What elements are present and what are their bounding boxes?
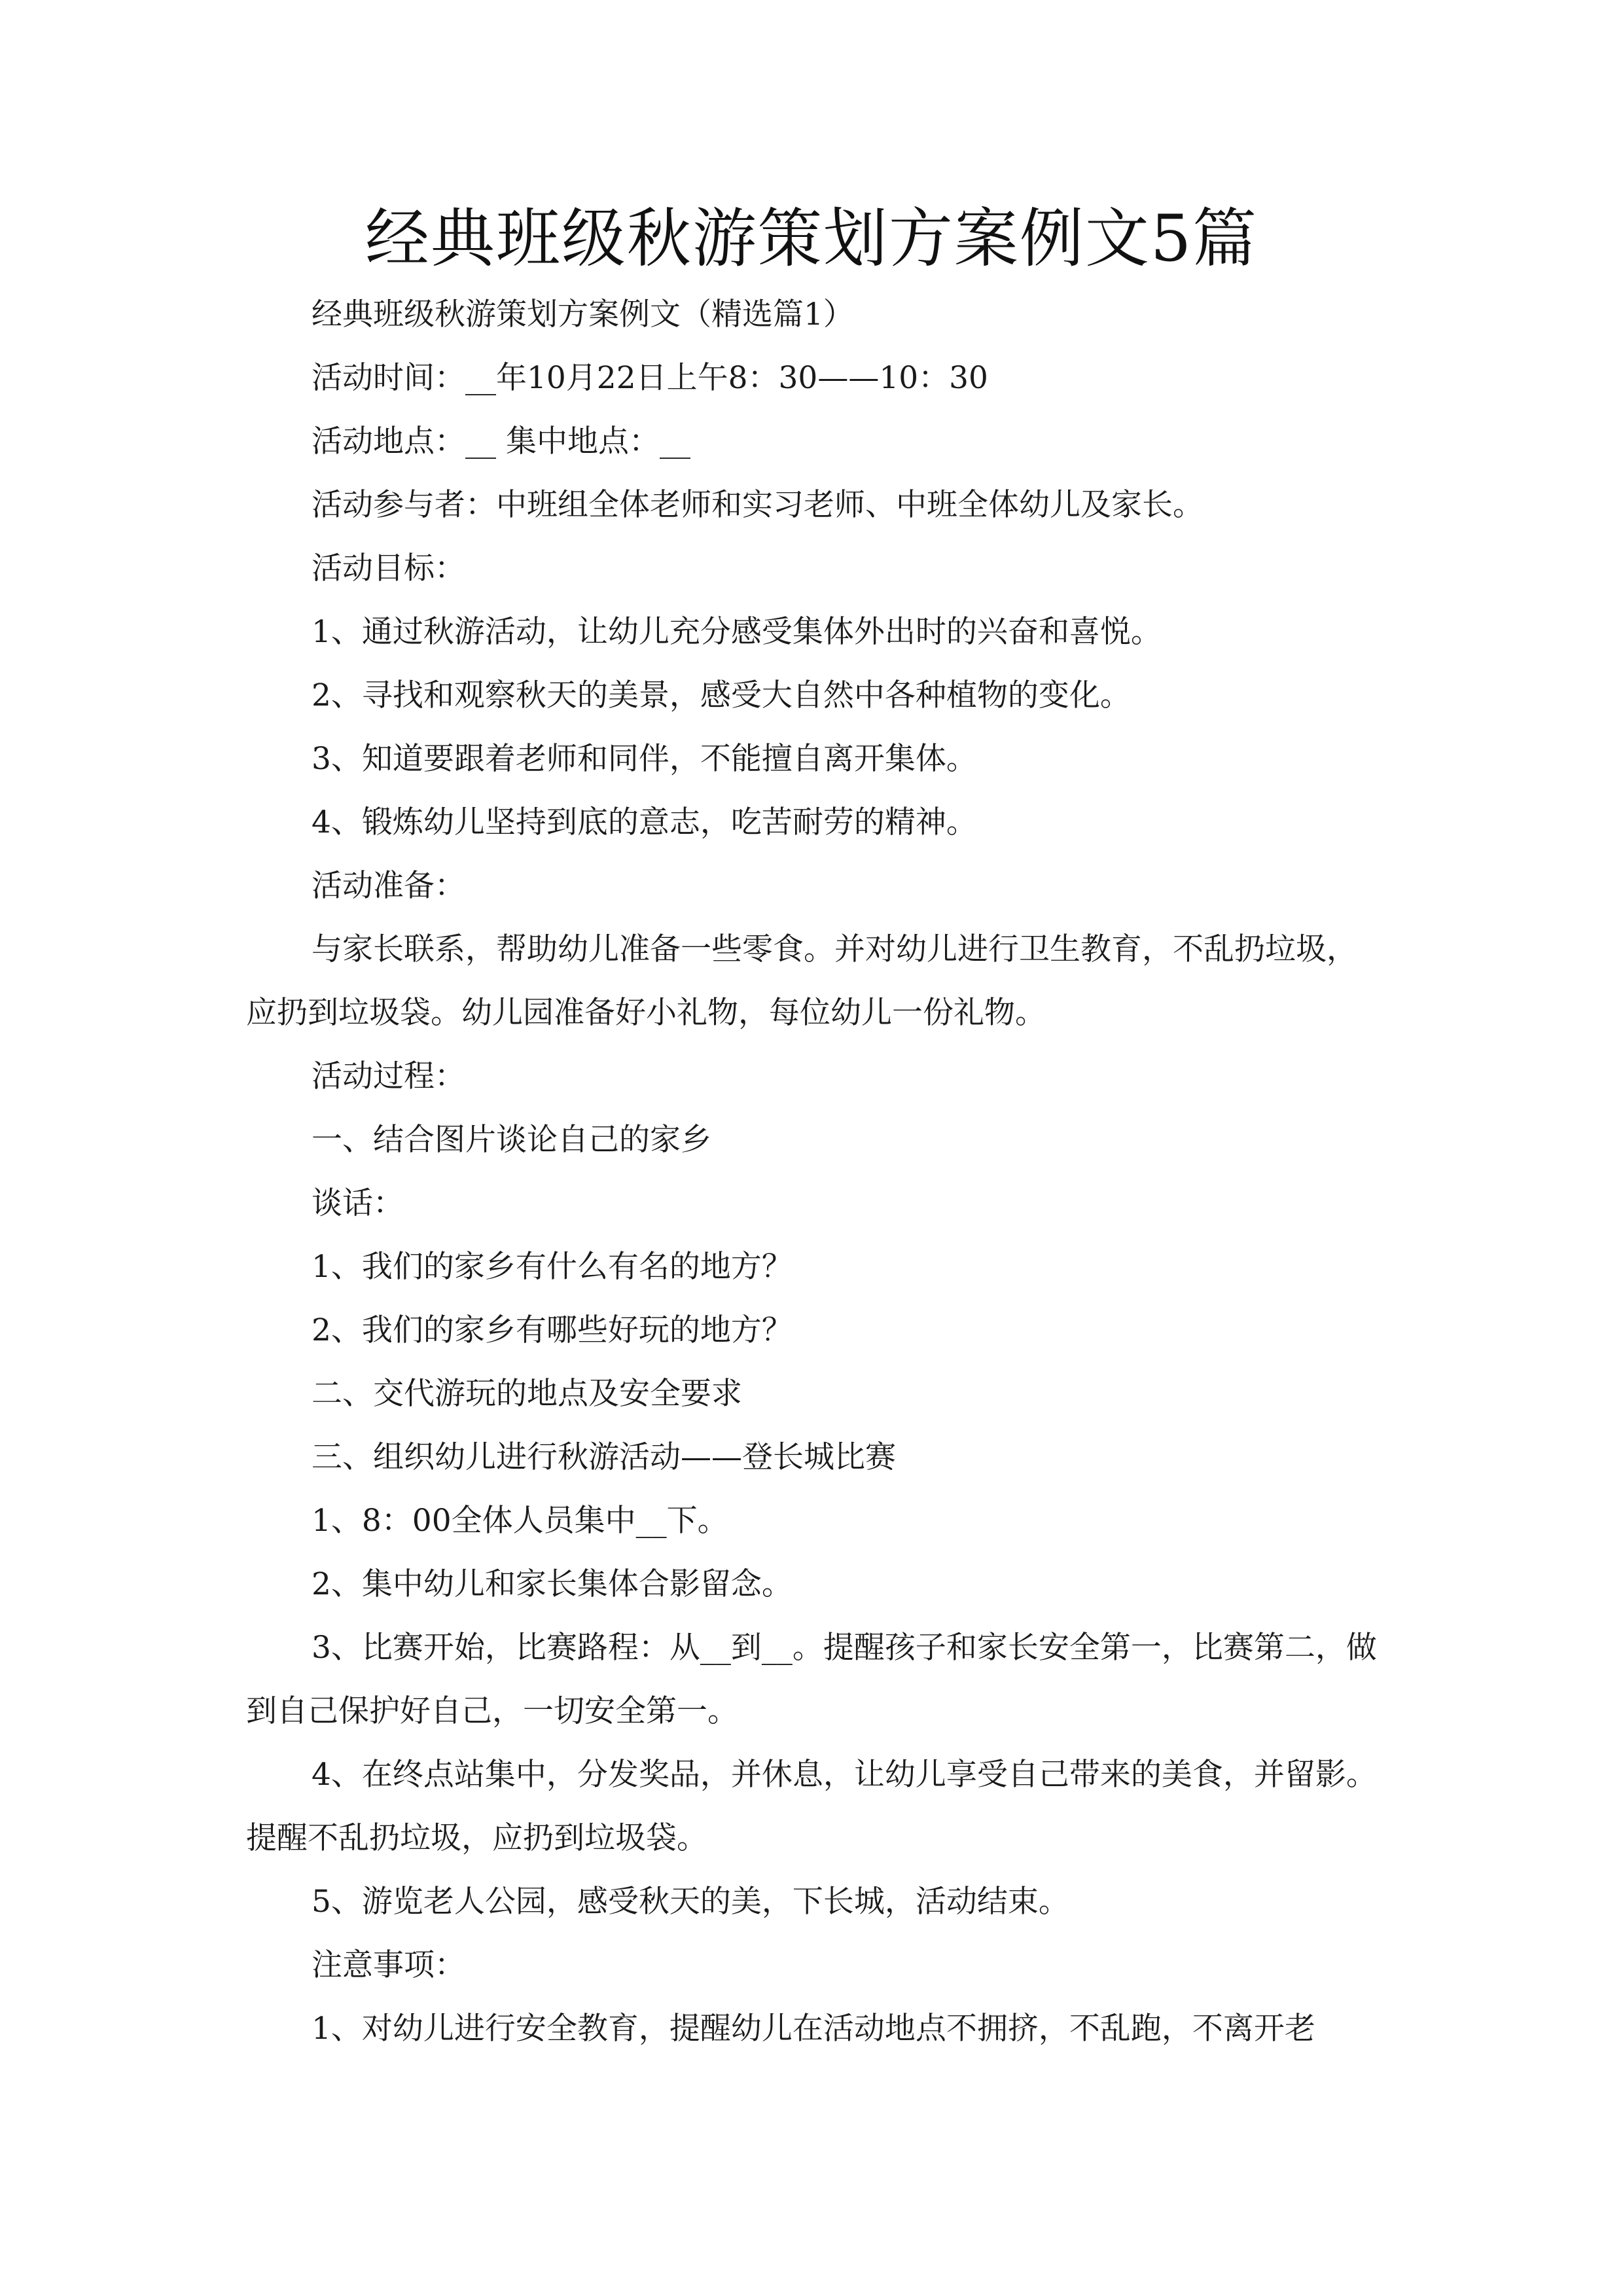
paragraph: 三、组织幼儿进行秋游活动——登长城比赛 — [312, 1439, 896, 1475]
document-title: 经典班级秋游策划方案例文5篇 — [365, 202, 1258, 276]
paragraph: 1、通过秋游活动，让幼儿充分感受集体外出时的兴奋和喜悦。 — [312, 614, 1162, 650]
paragraph: 5、游览老人公园，感受秋天的美，下长城，活动结束。 — [312, 1884, 1069, 1920]
paragraph: 4、锻炼幼儿坚持到底的意志，吃苦耐劳的精神。 — [312, 804, 977, 840]
paragraph: 注意事项： — [312, 1947, 465, 1983]
paragraph: 3、比赛开始，比赛路程：从__到__。提醒孩子和家长安全第一，比赛第二，做到自己保护好自己，一切安全第一。 — [246, 1630, 1377, 1729]
paragraph: 2、我们的家乡有哪些好玩的地方？ — [312, 1312, 793, 1348]
paragraph: 1、8：00全体人员集中__下。 — [312, 1503, 728, 1539]
paragraph: 活动时间：__年10月22日上午8：30——10：30 — [312, 360, 988, 396]
paragraph: 1、我们的家乡有什么有名的地方？ — [312, 1249, 793, 1285]
paragraph: 谈话： — [312, 1185, 404, 1221]
document-body — [246, 283, 1382, 2060]
paragraph: 1、对幼儿进行安全教育，提醒幼儿在活动地点不拥挤，不乱跑，不离开老 — [312, 2011, 1315, 2047]
paragraph: 2、集中幼儿和家长集体合影留念。 — [312, 1566, 793, 1602]
paragraph: 3、知道要跟着老师和同伴，不能擅自离开集体。 — [312, 741, 977, 777]
paragraph: 4、在终点站集中，分发奖品，并休息，让幼儿享受自己带来的美食，并留影。提醒不乱扔垃圾，应扔到垃圾袋。 — [246, 1757, 1377, 1856]
paragraph: 活动准备： — [312, 868, 465, 904]
paragraph: 2、寻找和观察秋天的美景，感受大自然中各种植物的变化。 — [312, 677, 1131, 713]
paragraph: 活动参与者：中班组全体老师和实习老师、中班全体幼儿及家长。 — [312, 487, 1204, 523]
paragraph: 活动目标： — [312, 550, 465, 586]
paragraph: 活动地点：__ 集中地点：__ — [312, 423, 690, 459]
paragraph: 一、结合图片谈论自己的家乡 — [312, 1122, 711, 1158]
paragraph: 活动过程： — [312, 1058, 465, 1094]
paragraph: 与家长联系，帮助幼儿准备一些零食。并对幼儿进行卫生教育，不乱扔垃圾，应扔到垃圾袋。幼儿园准备好小礼物，每位幼儿一份礼物。 — [246, 931, 1357, 1031]
paragraph: 二、交代游玩的地点及安全要求 — [312, 1376, 742, 1412]
paragraph: 经典班级秋游策划方案例文（精选篇1） — [312, 296, 854, 332]
